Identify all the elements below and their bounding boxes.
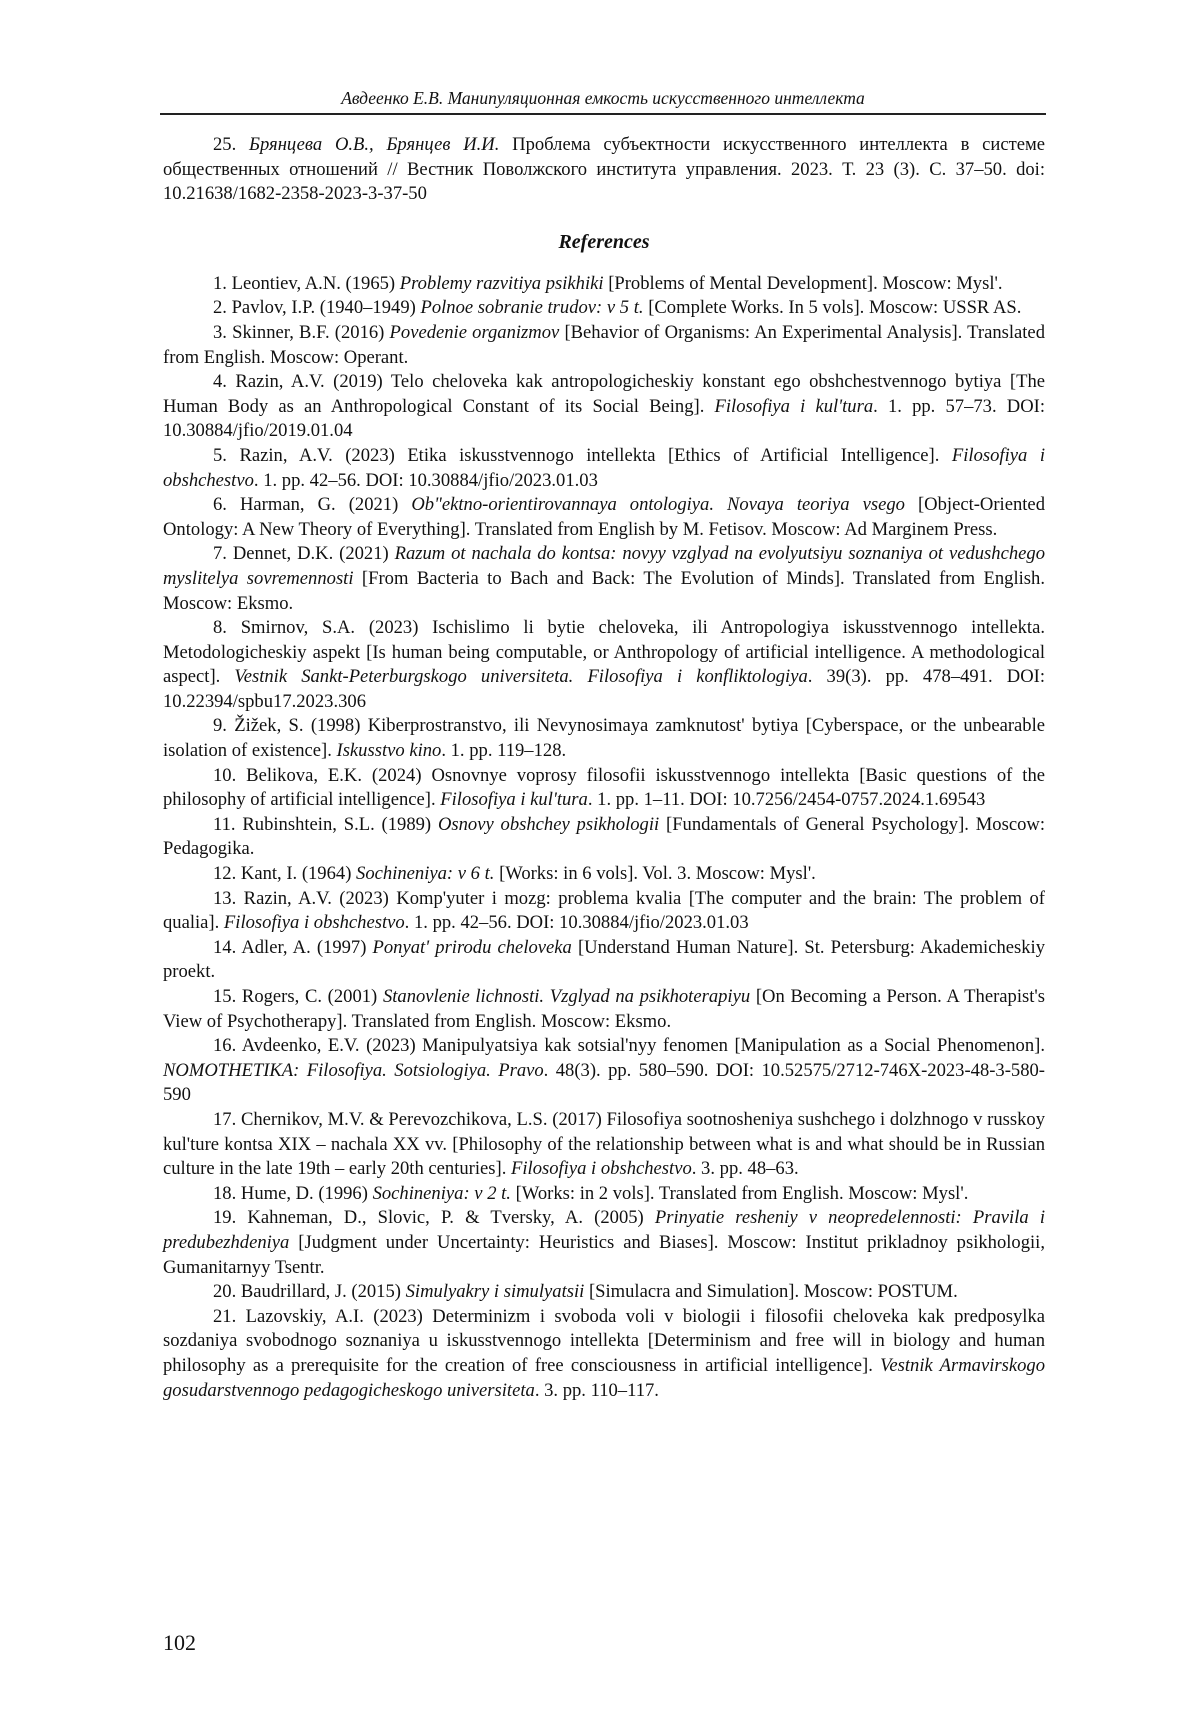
header-rule <box>160 113 1046 115</box>
reference-title-italic: Prinyatie resheniy v neopredelennosti: Pravila i predubezhdeniya <box>163 1207 1045 1253</box>
reference-item <box>163 936 1045 985</box>
reference-text-lead: 21. Lazovskiy, A.I. (2023) Determinizm i svoboda voli v biologii i filosofii cheloveka kak predposylka sozdaniya svobodnogo soznaniya u iskusstvennogo intellekta [Determinism and free will in biology and human philosophy as a prerequisite for the creation of free consciousness in artificial intelligence]. <box>163 1305 1045 1376</box>
reference-text-tail: . 3. pp. 110–117. <box>534 1379 659 1401</box>
reference-text-tail: . 1. pp. 42–56. DOI: 10.30884/jfio/2023.01.03 <box>253 469 598 491</box>
reference-title-italic: Simulyakry i simulyatsii <box>405 1281 585 1303</box>
reference-text-tail: [Simulacra and Simulation]. Moscow: POSTUM. <box>584 1281 958 1303</box>
page-number: 102 <box>163 1630 196 1655</box>
reference-text-lead: 16. Avdeenko, E.V. (2023) Manipulyatsiya kak sotsial'nyy fenomen [Manipulation as a Social Phenomenon]. <box>213 1035 1045 1057</box>
reference-text-lead: 7. Dennet, D.K. (2021) <box>213 543 395 565</box>
reference-text-lead: 8. Smirnov, S.A. (2023) Ischislimo li bytie cheloveka, ili Antropologiya iskusstvennogo intellekta. Metodologicheskiy aspekt [Is human being computable, or Anthropology of artificial intelligence. A methodological aspect]. <box>163 617 1045 688</box>
reference-text-lead: 4. Razin, A.V. (2019) Telo cheloveka kak antropologicheskiy konstant ego obshchestvennogo bytiya [The Human Body as an Anthropological Constant of its Social Being]. <box>163 371 1045 417</box>
reference-text-tail: [From Bacteria to Bach and Back: The Evolution of Minds]. Translated from English. Moscow: Eksmo. <box>163 567 1045 614</box>
reference-text-lead: 1. Leontiev, A.N. (1965) <box>213 272 400 294</box>
reference-text-lead: 14. Adler, A. (1997) <box>213 936 373 958</box>
reference-title-italic: Polnoe sobranie trudov: v 5 t. <box>420 297 644 319</box>
reference-item <box>163 1206 1045 1280</box>
reference-number: 25. <box>213 134 250 155</box>
reference-text-lead: 19. Kahneman, D., Slovic, P. & Tversky, A. (2005) <box>213 1207 655 1229</box>
reference-text-lead: 20. Baudrillard, J. (2015) <box>213 1281 406 1303</box>
reference-item <box>163 542 1045 616</box>
reference-text-tail: [On Becoming a Person. A Therapist's View of Psychotherapy]. Translated from English. Moscow: Eksmo. <box>163 986 1045 1032</box>
reference-text-tail: [Complete Works. In 5 vols]. Moscow: USSR AS. <box>643 297 1022 319</box>
reference-text-tail: . 1. pp. 57–73. DOI: 10.30884/jfio/2019.01.04 <box>163 395 1046 442</box>
reference-item <box>163 370 1045 444</box>
references-heading: References <box>558 230 650 253</box>
reference-item <box>163 887 1045 936</box>
reference-25 <box>163 133 1045 207</box>
reference-text-tail: . 1. pp. 119–128. <box>441 740 567 762</box>
references-content <box>163 133 1045 1403</box>
reference-text-tail: . 3. pp. 48–63. <box>691 1158 799 1180</box>
reference-text-tail: [Object-Oriented Ontology: A New Theory of Everything]. Translated from English by M. Fetisov. Moscow: Ad Marginem Press. <box>163 494 1045 540</box>
reference-title-italic: Problemy razvitiya psikhiki <box>399 272 604 294</box>
reference-text-lead: 13. Razin, A.V. (2023) Komp'yuter i mozg: problema kvalia [The computer and the brain: The problem of qualia]. <box>163 887 1045 934</box>
reference-item <box>163 444 1045 493</box>
reference-item <box>163 1305 1045 1403</box>
reference-title-italic: Sochineniya: v 2 t. <box>372 1182 511 1204</box>
reference-title-italic: Vestnik Sankt-Peterburgskogo universiteta. Filosofiya i konfliktologiya <box>234 666 808 688</box>
reference-item <box>163 813 1045 862</box>
reference-title-italic: Filosofiya i obshchestvo <box>223 912 405 934</box>
reference-text-lead: 3. Skinner, B.F. (2016) <box>213 321 390 343</box>
reference-item <box>163 1108 1045 1182</box>
reference-text-tail: . 48(3). pp. 580–590. DOI: 10.52575/2712-746X-2023-48-3-580-590 <box>163 1059 1046 1106</box>
reference-text-tail: [Understand Human Nature]. St. Petersburg: Akademicheskiy proekt. <box>163 936 1046 983</box>
reference-text-tail: [Works: in 2 vols]. Translated from English. Moscow: Mysl'. <box>510 1182 969 1204</box>
running-header: Авдеенко Е.В. Манипуляционная емкость искусственного интеллекта <box>341 88 865 108</box>
reference-text-lead: 18. Hume, D. (1996) <box>213 1182 373 1204</box>
reference-title-italic: Stanovlenie lichnosti. Vzglyad na psikhoterapiyu <box>382 986 751 1007</box>
reference-title-italic: Ponyat' prirodu cheloveka <box>372 936 572 958</box>
reference-text-lead: 9. Žižek, S. (1998) Kiberprostranstvo, ili Nevynosimaya zamknutost' bytiya [Cyberspace, or the unbearable isolation of existence]. <box>163 715 1045 762</box>
reference-item <box>163 1280 1045 1305</box>
reference-title-italic: Osnovy obshchey psikhologii <box>437 813 660 835</box>
reference-text-tail: . 1. pp. 42–56. DOI: 10.30884/jfio/2023.01.03 <box>404 912 749 934</box>
reference-text-tail: [Problems of Mental Development]. Moscow: Mysl'. <box>603 272 1003 294</box>
reference-title-italic: Filosofiya i kul'tura <box>714 395 874 417</box>
reference-title-italic: Filosofiya i obshchestvo <box>163 444 1045 491</box>
reference-title-italic: Razum ot nachala do kontsa: novyy vzglyad na evolyutsiyu soznaniya ot vedushchego myslitelya sovremennosti <box>163 543 1045 589</box>
reference-text-lead: 5. Razin, A.V. (2023) Etika iskusstvennogo intellekta [Ethics of Artificial Intelligence]. <box>213 444 952 466</box>
reference-title-italic: Filosofiya i obshchestvo <box>511 1158 692 1180</box>
reference-text-tail: [Works: in 6 vols]. Vol. 3. Moscow: Mysl'. <box>494 863 816 885</box>
reference-item <box>163 714 1045 763</box>
reference-item <box>163 1182 1045 1207</box>
reference-title-italic: Iskusstvo kino <box>336 740 442 762</box>
reference-title-italic: Povedenie organizmov <box>389 321 560 343</box>
reference-text-tail: [Fundamentals of General Psychology]. Moscow: Pedagogika. <box>163 813 1045 860</box>
reference-title-italic: NOMOTHETIKA: Filosofiya. Sotsiologiya. Pravo <box>163 1059 544 1081</box>
reference-text-lead: 15. Rogers, C. (2001) <box>213 986 383 1007</box>
reference-text-lead: 11. Rubinshtein, S.L. (1989) <box>213 813 438 835</box>
reference-item <box>163 296 1045 321</box>
reference-item <box>163 1034 1045 1108</box>
reference-text-tail: [Behavior of Organisms: An Experimental Analysis]. Translated from English. Moscow: Operant. <box>163 321 1045 368</box>
reference-title-italic: Sochineniya: v 6 t. <box>356 863 495 885</box>
reference-text-lead: 17. Chernikov, M.V. & Perevozchikova, L.S. (2017) Filosofiya sootnosheniya sushchego i dolzhnogo v russkoy kul'ture kontsa XIX – nachala XX vv. [Philosophy of the relationship between what is and what should be in Russian culture in the late 19th – early 20th centuries]. <box>163 1108 1045 1180</box>
reference-item <box>163 493 1045 542</box>
reference-text: Проблема субъектности искусственного интеллекта в системе общественных отношений // Вестник Поволжского института управления. 2023. Т. 23 (3). С. 37–50. doi: 10.21638/1682-2358-2023-3-37-50 <box>163 134 1045 205</box>
references-list <box>163 272 1045 1403</box>
reference-item <box>163 985 1045 1034</box>
reference-title-italic: Ob"ektno-orientirovannaya ontologiya. Novaya teoriya vsego <box>411 494 905 516</box>
reference-item <box>163 272 1045 297</box>
reference-text-tail: . 1. pp. 1–11. DOI: 10.7256/2454-0757.2024.1.69543 <box>587 789 986 811</box>
reference-text-lead: 12. Kant, I. (1964) <box>213 863 357 885</box>
reference-text-lead: 6. Harman, G. (2021) <box>213 494 412 516</box>
reference-text-tail: [Judgment under Uncertainty: Heuristics and Biases]. Moscow: Institut prikladnoy psikhologii, Gumanitarnyy Tsentr. <box>163 1231 1045 1278</box>
reference-title-italic: Vestnik Armavirskogo gosudarstvennogo pedagogicheskogo universiteta <box>163 1354 1046 1401</box>
reference-text-lead: 2. Pavlov, I.P. (1940–1949) <box>213 297 421 319</box>
reference-item <box>163 862 1045 887</box>
reference-item <box>163 321 1045 370</box>
reference-authors: Брянцева О.В., Брянцев И.И. <box>249 134 500 155</box>
reference-item <box>163 764 1045 813</box>
reference-item <box>163 616 1045 714</box>
reference-title-italic: Filosofiya i kul'tura <box>440 789 588 811</box>
reference-text-tail: . 39(3). pp. 478–491. DOI: 10.22394/spbu17.2023.306 <box>163 666 1045 712</box>
reference-text-lead: 10. Belikova, E.K. (2024) Osnovnye voprosy filosofii iskusstvennogo intellekta [Basic questions of the philosophy of artificial intelligence]. <box>163 764 1045 811</box>
